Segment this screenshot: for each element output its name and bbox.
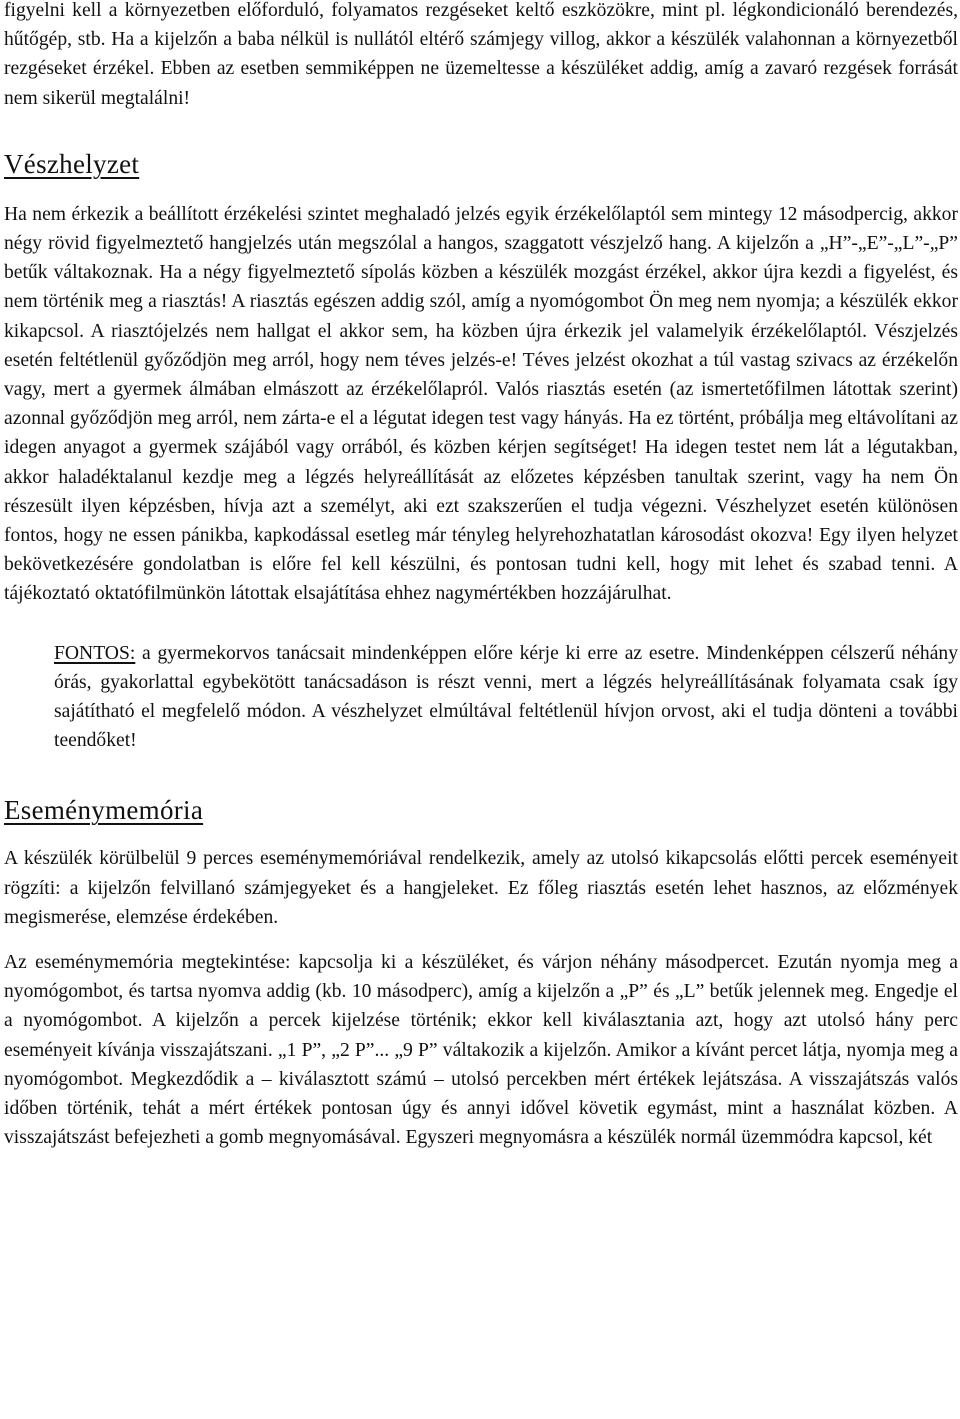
important-note-label: FONTOS: — [54, 642, 136, 664]
intro-paragraph: figyelni kell a környezetben előforduló, folyamatos rezgéseket keltő eszközökre, mint pl. légkondicionáló berendezés, hűtőgép, stb. Ha a kijelzőn a baba nélkül is nullától eltérő számjegy villog, akkor a készülék valahonnan a környezetből rezgéseket érzékel. Ebben az esetben semmiképpen ne üzemeltesse a készüléket addig, amíg a zavaró rezgések forrását nem sikerül megtalálni! — [4, 0, 958, 109]
emergency-heading: Vészhelyzet — [4, 148, 140, 179]
document-page — [4, 0, 958, 1153]
event-memory-paragraph-2: Az eseménymemória megtekintése: kapcsolja ki a készüléket, és várjon néhány másodpercet. Ezután nyomja meg a nyomógombot, és tartsa nyomva addig (kb. 10 másodperc), amíg a kijelzőn a „P” és „L” betűk jelennek meg. Engedje el a nyomógombot. A kijelzőn a percek kijelzése történik; ekkor kell kiválasztania azt, hogy azt utolsó hány perc eseményeit kívánja visszajátszani. „1 P”, „2 P”... „9 P” váltakozik a kijelzőn. Amikor a kívánt percet látja, nyomja meg a nyomógombot. Megkezdődik a – kiválasztott számú – utolsó percekben mért értékek lejátszása. A visszajátszás valós időben történik, tehát a mért értékek pontosan úgy és annyi idővel követik egymást, mint a használat közben. A visszajátszást befejezheti a gomb megnyomásával. Egyszeri megnyomásra a készülék normál üzemmódra kapcsol, két — [4, 952, 958, 1149]
event-memory-heading: Eseménymemória — [4, 795, 204, 826]
important-note — [54, 639, 958, 756]
emergency-paragraph: Ha nem érkezik a beállított érzékelési szintet meghaladó jelzés egyik érzékelőlaptól sem mintegy 12 másodpercig, akkor négy rövid figyelmeztető hangjelzés után megszólal a hangos, szaggatott vészjelző hang. A kijelzőn a „H”-„E”-„L”-„P” betűk váltakoznak. Ha a négy figyelmeztető sípolás közben a készülék mozgást érzékel, akkor újra kezdi a figyelést, és nem történik meg a riasztás! A riasztás egészen addig szól, amíg a nyomógombot Ön meg nem nyomja; a készülék ekkor kikapcsol. A riasztójelzés nem hallgat el akkor sem, ha közben újra érkezik jel valamelyik érzékelőlaptól. Vészjelzés esetén feltétlenül győződjön meg arról, hogy nem téves jelzés-e! Téves jelzést okozhat a túl vastag szivacs az érzékelőn vagy, mert a gyermek álmában elmászott az érzékelőlapról. Valós riasztás esetén (az ismertetőfilmen látottak szerint) azonnal győződjön meg arról, nem zárta-e el a légutat idegen test vagy hányás. Ha ez történt, próbálja meg eltávolítani az idegen anyagot a gyermek szájából vagy orrából, és közben kérjen segítséget! Ha idegen testet nem lát a légutakban, akkor haladéktalanul kezdje meg a légzés helyreállítását az előzetes képzésben tanultak szerint, vagy ha nem Ön részesült ilyen képzésben, hívja azt a személyt, aki ezt szakszerűen el tudja végezni. Vészhelyzet esetén különösen fontos, hogy ne essen pánikba, kapkodással esetleg már tényleg helyrehozhatatlan károsodást okozva! Egy ilyen helyzet bekövetkezésére gondolatban is előre fel kell készülni, és pontosan tudni kell, hogy mit lehet és szabad tenni. A tájékoztató oktatófilmünkön látottak elsajátítása ehhez nagymértékben hozzájárulhat. — [4, 203, 958, 605]
important-note-text: a gyermekorvos tanácsait mindenképpen előre kérje ki erre az esetre. Mindenképpen célszerű néhány órás, gyakorlattal egybekötött tanácsadáson is részt venni, mert a légzés helyreállításának folyamata csak így sajátítható el megfelelő módon. A vészhelyzet elmúltával feltétlenül hívjon orvost, aki el tudja dönteni a további teendőket! — [54, 642, 958, 752]
event-memory-paragraph-1: A készülék körülbelül 9 perces eseménymemóriával rendelkezik, amely az utolsó kikapcsolás előtti percek eseményeit rögzíti: a kijelzőn felvillanó számjegyeket és a hangjeleket. Ez főleg riasztás esetén lehet hasznos, az előzmények megismerése, elemzése érdekében. — [4, 848, 958, 928]
